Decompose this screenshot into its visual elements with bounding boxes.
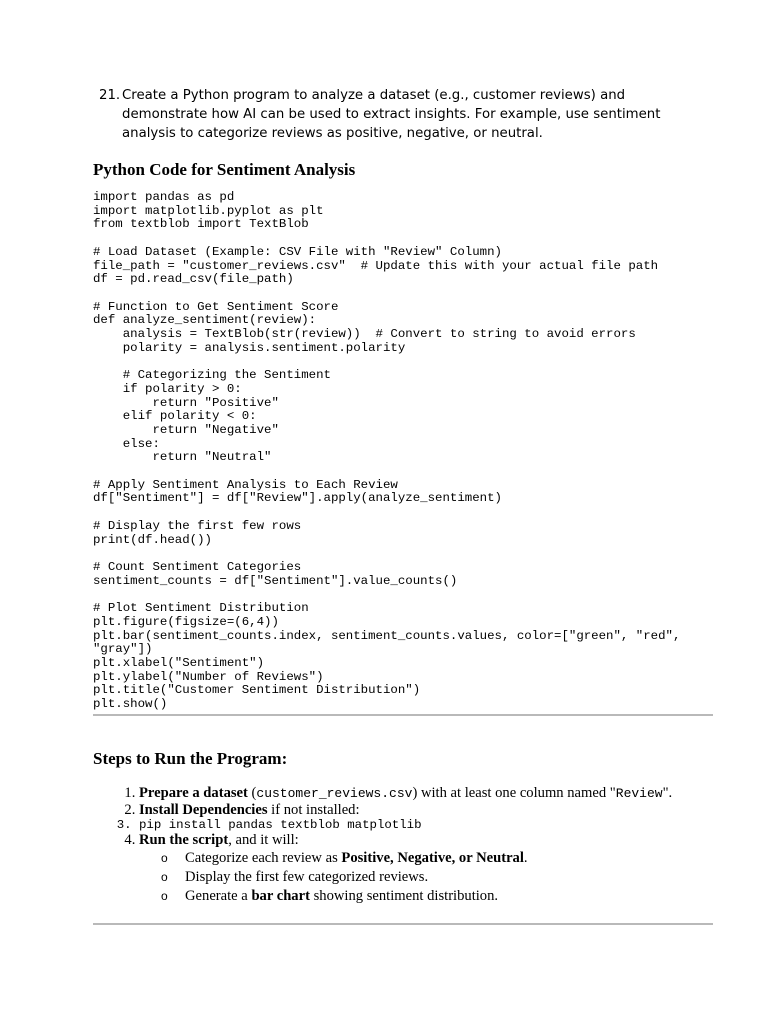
dataset-filename: customer_reviews.csv — [256, 785, 413, 801]
python-code-block: import pandas as pd import matplotlib.pyplot as plt from textblob import TextBlob # Load Dataset (Example: CSV File with "Review" Column) file_path = "customer_reviews.csv" # Update this with your actual file path df = pd.read_csv(file_path) # Function to Get Sentiment Score def analyze_sentiment(review): analysis = TextBlob(str(review)) # Convert to string to avoid errors polarity = analysis.sentiment.polarity # Categorizing the Sentiment if polarity > 0: return "Positive" elif polarity < 0: return "Negative" else: return "Neutral" # Apply Sentiment Analysis to Each Review df["Sentiment"] = df["Review"].apply(analyze_sentiment) # Display the first few rows print(df.head()) # Count Sentiment Categories sentiment_counts = df["Sentiment"].value_counts() # Plot Sentiment Distribution plt.figure(figsize=(6,4)) plt.bar(sentiment_counts.index, sentiment_counts.values, color=["green", "red", "gray"]) plt.xlabel("Sentiment") plt.ylabel("Number of Reviews") plt.title("Customer Sentiment Distribution") plt.show() — [93, 190, 681, 712]
list-item — [161, 868, 713, 887]
run-results-list — [139, 849, 713, 906]
step-text: ". — [662, 784, 673, 801]
item-bold: Positive, Negative, or Neutral — [341, 849, 524, 866]
list-item — [161, 887, 713, 906]
code-section-heading: Python Code for Sentiment Analysis — [93, 160, 356, 179]
step-bold-label: Prepare a dataset — [139, 784, 248, 801]
circle-bullet-icon: o — [161, 888, 168, 903]
step-text: ( — [247, 784, 257, 801]
question-21 — [93, 86, 713, 143]
item-text: Display the first few categorized reviews. — [185, 868, 429, 885]
question-text: Create a Python program to analyze a dataset (e.g., customer reviews) and demonstrate how AI can be used to extract insights. For example, use sentiment analysis to categorize reviews as positive, negative, or neutral. — [122, 88, 661, 141]
item-text: . — [523, 849, 528, 866]
circle-bullet-icon: o — [161, 869, 168, 884]
steps-list — [93, 785, 713, 906]
column-name: Review — [615, 785, 663, 801]
circle-bullet-icon: o — [161, 850, 168, 865]
step-run-script — [139, 832, 713, 906]
step-bold-label: Run the script — [139, 831, 229, 848]
step-pip-command — [139, 819, 713, 832]
steps-section-heading: Steps to Run the Program: — [93, 748, 288, 768]
step-bold-label: Install Dependencies — [139, 801, 268, 818]
step-prepare-dataset — [139, 785, 713, 802]
item-text: Generate a — [185, 887, 252, 904]
step-text: , and it will: — [228, 831, 299, 848]
divider — [93, 714, 713, 716]
step-text: ) with at least one column named " — [412, 784, 616, 801]
step-text: if not installed: — [267, 801, 360, 818]
question-number: 21. — [99, 88, 121, 103]
item-text: showing sentiment distribution. — [309, 887, 499, 904]
document-page — [93, 86, 713, 925]
item-text: Categorize each review as — [185, 849, 342, 866]
divider — [93, 923, 713, 925]
step-install-dependencies — [139, 802, 713, 819]
list-item — [161, 849, 713, 868]
pip-install-command: pip install pandas textblob matplotlib — [139, 817, 422, 832]
item-bold: bar chart — [251, 887, 310, 904]
